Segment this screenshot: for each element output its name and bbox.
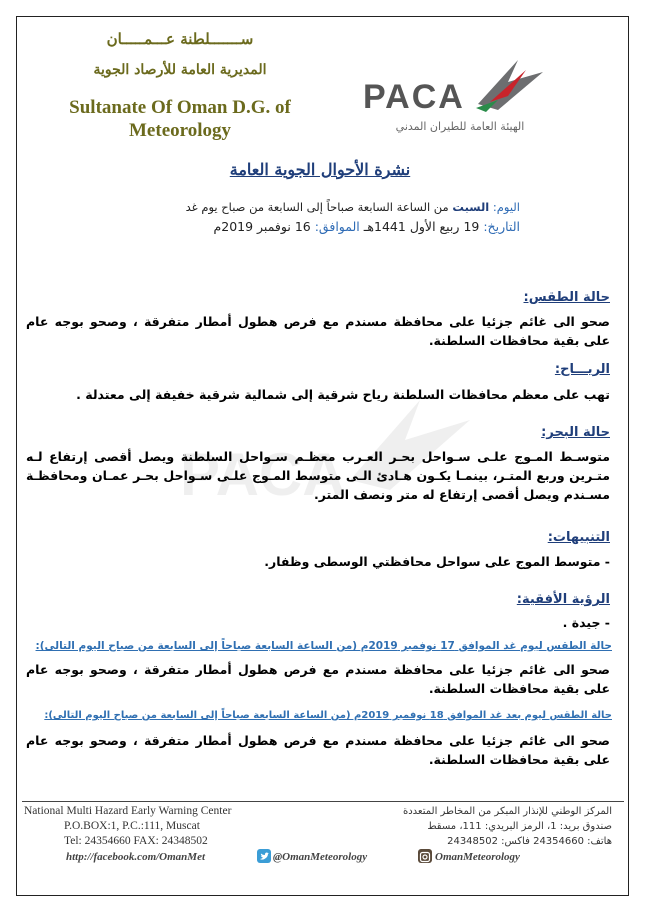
bulletin-day-line	[120, 200, 520, 214]
footer-center-ar: المركز الوطني للإنذار المبكر من المخاطر المتعددة	[402, 806, 612, 817]
bulletin-title: نشرة الأحوال الجوية العامة	[229, 160, 411, 179]
day-label: اليوم:	[492, 200, 520, 214]
footer-phone-en: Tel: 24354660 FAX: 24348502	[64, 835, 208, 847]
warnings-text: - متوسط الموج على سواحل محافظتي الوسطى وظفار.	[264, 554, 610, 569]
logo-text: PACA	[363, 78, 465, 116]
after-tomorrow-text: صحو الى غائم جزئيا على محافظة مسندم مع فرص هطول أمطار متفرقة ، وصحو بوجه عام على بقية محافظات السلطنة.	[26, 733, 610, 767]
warnings-heading: التنبيهات:	[547, 530, 610, 545]
day-value: السبت	[452, 200, 490, 214]
winds-text: تهب على معظم محافظات السلطنة رياح شرقية إلى شمالية شرقية خفيفة إلى معتدلة .	[76, 387, 610, 402]
instagram-icon	[418, 849, 432, 863]
after-tomorrow-heading: حالة الطقس ليوم بعد غد الموافق 18 نوفمبر 2019م (من الساعة السابعة صباحاً إلى السابعة من صباح اليوم التالى):	[44, 710, 612, 721]
twitter-link[interactable]: @OmanMeteorology	[273, 851, 368, 863]
instagram-link[interactable]: OmanMeteorology	[435, 851, 520, 863]
header-en-line1: Sultanate Of Oman D.G. of	[69, 97, 291, 118]
footer-center-en: National Multi Hazard Early Warning Center	[24, 805, 232, 817]
footer-address-ar: صندوق بريد: 1، الرمز البريدي: 111، مسقط	[427, 821, 612, 832]
winds-heading: الريـــاح:	[554, 362, 610, 377]
bulletin-period: من الساعة السابعة صباحاً إلى السابعة من صباح يوم غد	[185, 200, 449, 214]
bulletin-date-line	[120, 219, 520, 234]
date-hijri: 19 ربيع الأول 1441هـ	[363, 219, 480, 234]
header-department-ar: المديرية العامة للأرصاد الجوية	[93, 62, 267, 78]
corresponding-label: الموافق:	[314, 219, 360, 234]
sea-heading: حالة البحر:	[541, 425, 610, 440]
footer-en	[24, 804, 294, 849]
facebook-link[interactable]: http://facebook.com/OmanMet	[66, 851, 206, 863]
header-en-line2: Meteorology	[129, 120, 231, 141]
tomorrow-heading: حالة الطقس ليوم غد الموافق 17 نوفمبر 2019م (من الساعة السابعة صباحاً إلى السابعة من صباح اليوم التالى):	[35, 640, 612, 652]
logo-arabic-name: الهيئة العامة للطيران المدني	[395, 120, 525, 133]
footer-divider	[22, 801, 624, 802]
footer-phone-ar: هاتف: 24354660 فاكس: 24348502	[447, 836, 612, 847]
header-country-ar: ســـــــلطنة عـــمـــــان	[106, 30, 254, 48]
footer-ar	[340, 804, 612, 849]
twitter-icon	[257, 849, 271, 863]
footer-address-en: P.O.BOX:1, P.C.:111, Muscat	[64, 820, 200, 832]
weather-heading: حالة الطقس:	[523, 290, 610, 305]
tomorrow-text: صحو الى غائم جزئيا على محافظة مسندم مع فرص هطول أمطار متفرقة ، وصحو بوجه عام على بقية محافظات السلطنة.	[26, 662, 610, 696]
weather-text: صحو الى غائم جزئيا على محافظة مسندم مع فرص هطول أمطار متفرقة ، وصحو بوجه عام على بقية محافظات السلطنة.	[26, 314, 610, 348]
date-label: التاريخ:	[483, 219, 520, 234]
sea-text: متوسـط المـوج علـى سـواحل بحـر العـرب معظـم سـواحل السلطنة ويصل أقصى إرتفاع لـه متـرين وربع المتـر، بينمـا يكـون هـادئ الـى متوسط المـوج علـى سـواحل بحـر عمـان ومحافظـة مسـندم ويصل أقصى إرتفاع له متر ونصف المتر.	[26, 449, 610, 502]
header-department-en	[40, 96, 320, 142]
date-gregorian: 16 نوفمبر 2019م	[213, 219, 311, 234]
svg-text:PACA: PACA	[180, 441, 346, 508]
visibility-heading: الرؤية الأفقية:	[516, 592, 610, 607]
visibility-text: - جيدة .	[562, 615, 610, 630]
